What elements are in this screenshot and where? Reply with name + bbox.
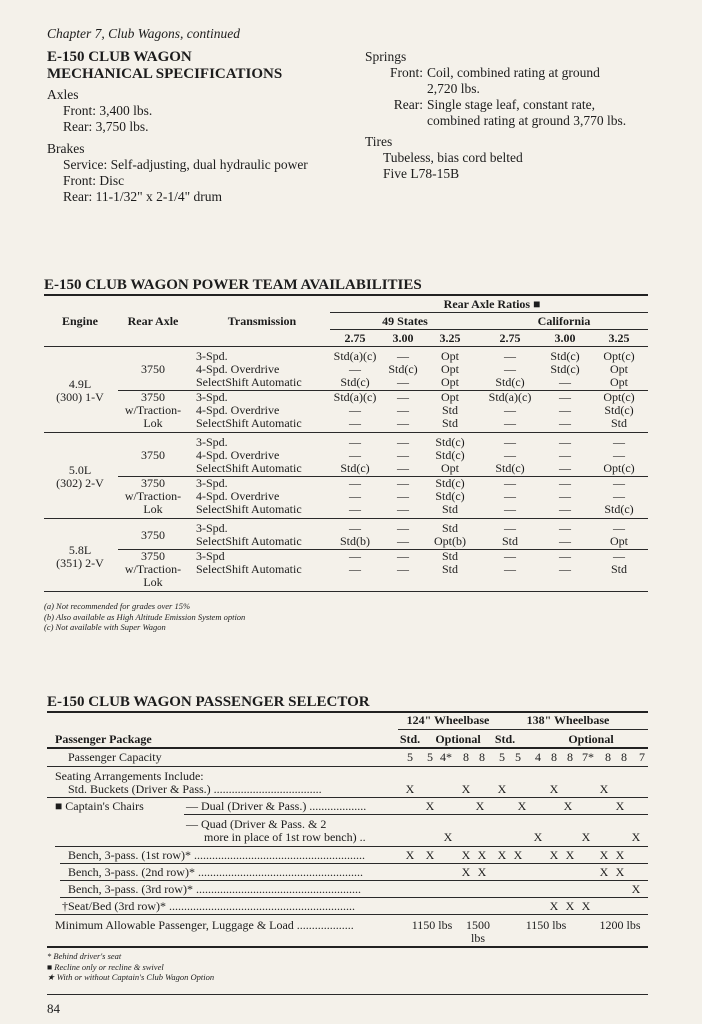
passenger-selector-title: E-150 CLUB WAGON PASSENGER SELECTOR bbox=[47, 694, 370, 710]
transmission-cell: 4-Spd. Overdrive bbox=[196, 489, 280, 503]
std-138: Std. bbox=[494, 732, 516, 746]
availability-cell: — bbox=[349, 416, 361, 430]
passenger-footnote-square: ■ Recline only or recline & swivel bbox=[47, 961, 164, 972]
availability-cell: Opt(c) bbox=[603, 349, 635, 363]
availability-cell: — bbox=[559, 521, 571, 535]
weight-124-opt-unit: lbs bbox=[470, 931, 485, 945]
passenger-footnote-star: * Behind driver's seat bbox=[47, 951, 122, 961]
row-quad-2: more in place of 1st row bench) .. bbox=[204, 830, 366, 844]
availability-cell: Std(c) bbox=[435, 489, 465, 503]
x-mark: X bbox=[461, 848, 471, 862]
rule-bench-1 bbox=[60, 863, 648, 864]
page-number: 84 bbox=[47, 1001, 60, 1016]
power-team-title: E-150 CLUB WAGON POWER TEAM AVAILABILITIES bbox=[44, 277, 422, 293]
row-min-load: Minimum Allowable Passenger, Luggage & Load ................... bbox=[55, 918, 354, 932]
availability-cell: — bbox=[559, 416, 571, 430]
x-mark: X bbox=[631, 882, 641, 896]
weight-124-opt bbox=[462, 919, 494, 945]
passenger-header-rule bbox=[47, 747, 648, 749]
rule-quad bbox=[55, 846, 648, 847]
availability-cell: — bbox=[349, 549, 361, 563]
availability-cell: — bbox=[349, 403, 361, 417]
optional-138: Optional bbox=[568, 732, 614, 746]
x-mark: X bbox=[631, 830, 641, 844]
engine-cell: (351) 2-V bbox=[56, 555, 104, 570]
availability-cell: Std(c) bbox=[550, 362, 580, 376]
wheelbase-124: 124" Wheelbase bbox=[406, 713, 490, 727]
x-mark: X bbox=[563, 799, 573, 813]
x-mark: X bbox=[615, 848, 625, 862]
x-mark: X bbox=[497, 782, 507, 796]
availability-cell: — bbox=[349, 435, 361, 449]
availability-cell: — bbox=[397, 476, 409, 490]
availability-cell: Std(a)(c) bbox=[333, 349, 377, 363]
availability-cell: — bbox=[504, 362, 516, 376]
availability-cell: Std(c) bbox=[435, 448, 465, 462]
brakes-heading: Brakes bbox=[47, 141, 85, 156]
availability-cell: Opt(c) bbox=[603, 390, 635, 404]
x-mark: X bbox=[461, 782, 471, 796]
availability-cell: Std(c) bbox=[340, 375, 370, 389]
availability-cell: — bbox=[349, 521, 361, 535]
availability-cell: Std bbox=[441, 403, 458, 417]
transmission-cell: SelectShift Automatic bbox=[196, 562, 302, 576]
chapter-heading: Chapter 7, Club Wagons, continued bbox=[47, 26, 241, 41]
availability-cell: — bbox=[559, 489, 571, 503]
x-mark: X bbox=[477, 848, 487, 862]
transmission-cell: SelectShift Automatic bbox=[196, 416, 302, 430]
availability-cell: — bbox=[397, 390, 409, 404]
rear-axle-cell: 3750 bbox=[141, 527, 165, 542]
availability-cell: Opt bbox=[441, 349, 459, 363]
springs-front-2: 2,720 lbs. bbox=[427, 81, 480, 96]
availability-cell: — bbox=[397, 489, 409, 503]
capacity-value: 7 bbox=[639, 750, 645, 764]
availability-cell: — bbox=[613, 448, 625, 462]
tires-1: Tubeless, bias cord belted bbox=[383, 150, 523, 165]
availability-cell: — bbox=[504, 403, 516, 417]
x-mark: X bbox=[425, 799, 435, 813]
x-mark: X bbox=[565, 848, 575, 862]
weight-138-opt: 1200 lbs bbox=[599, 918, 641, 932]
col-rear-axle: Rear Axle bbox=[127, 314, 179, 328]
availability-cell: Std(c) bbox=[388, 362, 418, 376]
availability-cell: Std(c) bbox=[435, 435, 465, 449]
transmission-cell: 4-Spd. Overdrive bbox=[196, 403, 280, 417]
x-mark: X bbox=[581, 899, 591, 913]
availability-cell: Std bbox=[441, 416, 458, 430]
ratio-header: 3.00 bbox=[554, 331, 576, 345]
availability-cell: — bbox=[349, 562, 361, 576]
x-mark: X bbox=[599, 782, 609, 796]
rear-axle-cell: Lok bbox=[143, 502, 163, 516]
availability-cell: Std(a)(c) bbox=[333, 390, 377, 404]
x-mark: X bbox=[565, 899, 575, 913]
availability-cell: — bbox=[613, 549, 625, 563]
availability-cell: Std(b) bbox=[340, 534, 370, 548]
x-mark: X bbox=[549, 782, 559, 796]
availability-cell: — bbox=[559, 534, 571, 548]
availability-cell: — bbox=[397, 549, 409, 563]
ratio-header: 3.25 bbox=[439, 331, 461, 345]
availability-cell: Std bbox=[610, 562, 627, 576]
availability-cell: Std(a)(c) bbox=[488, 390, 532, 404]
capacity-value: 5 bbox=[515, 750, 521, 764]
x-mark: X bbox=[477, 865, 487, 879]
rear-axle-cell: 3750 bbox=[141, 390, 165, 404]
rule-bench-2 bbox=[60, 880, 648, 881]
springs-rear-label: Rear: bbox=[393, 97, 423, 112]
axles-heading: Axles bbox=[47, 87, 79, 102]
rear-axle-cell: Lok bbox=[143, 575, 163, 589]
availability-cell: — bbox=[349, 362, 361, 376]
spec-title-line1: E-150 CLUB WAGON bbox=[47, 49, 192, 65]
row-capacity: Passenger Capacity bbox=[68, 750, 162, 764]
availability-cell: Std bbox=[441, 549, 458, 563]
springs-front-1: Coil, combined rating at ground bbox=[427, 65, 600, 80]
spec-title-line2: MECHANICAL SPECIFICATIONS bbox=[47, 66, 283, 82]
rule-bench-3 bbox=[60, 897, 648, 898]
passenger-footnote-blackstar: ★ With or without Captain's Club Wagon Option bbox=[47, 972, 215, 982]
passenger-footnotes bbox=[47, 951, 214, 983]
x-mark: X bbox=[599, 865, 609, 879]
ratio-header: 3.00 bbox=[392, 331, 414, 345]
engine-cell: 5.8L bbox=[68, 542, 92, 557]
capacity-value: 5 bbox=[407, 750, 413, 764]
availability-cell: Opt bbox=[441, 375, 459, 389]
transmission-cell: SelectShift Automatic bbox=[196, 375, 302, 389]
capacity-value: 8 bbox=[479, 750, 485, 764]
rear-axle-cell: Lok bbox=[143, 416, 163, 430]
wheelbase-138: 138" Wheelbase bbox=[526, 713, 610, 727]
availability-cell: — bbox=[397, 461, 409, 475]
availability-cell: — bbox=[613, 435, 625, 449]
availability-cell: — bbox=[504, 549, 516, 563]
tires-2: Five L78-15B bbox=[383, 166, 460, 181]
availability-cell: — bbox=[397, 435, 409, 449]
optional-124: Optional bbox=[435, 732, 481, 746]
availability-cell: Opt(b) bbox=[434, 534, 466, 548]
availability-cell: — bbox=[559, 461, 571, 475]
col-engine: Engine bbox=[61, 314, 98, 328]
x-mark: X bbox=[443, 830, 453, 844]
availability-cell: — bbox=[504, 435, 516, 449]
axle-rear: Rear: 3,750 lbs. bbox=[63, 119, 149, 134]
x-mark: X bbox=[461, 865, 471, 879]
availability-cell: — bbox=[349, 448, 361, 462]
x-mark: X bbox=[425, 848, 435, 862]
power-footnote-a: (a) Not recommended for grades over 15% bbox=[44, 601, 191, 611]
row-dual: — Dual (Driver & Pass.) ................... bbox=[186, 799, 367, 813]
capacity-value: 8 bbox=[463, 750, 469, 764]
x-mark: X bbox=[475, 799, 485, 813]
tires-heading: Tires bbox=[365, 134, 393, 149]
x-mark: X bbox=[497, 848, 507, 862]
header-california: California bbox=[537, 314, 591, 328]
transmission-cell: SelectShift Automatic bbox=[196, 461, 302, 475]
x-mark: X bbox=[549, 848, 559, 862]
availability-cell: Opt bbox=[441, 461, 459, 475]
availability-cell: — bbox=[349, 502, 361, 516]
capacity-value: 8 bbox=[567, 750, 573, 764]
rear-axle-cell: w/Traction- bbox=[124, 489, 182, 503]
transmission-cell: 3-Spd. bbox=[196, 349, 228, 363]
availability-cell: Opt bbox=[610, 375, 628, 389]
availability-cell: — bbox=[559, 502, 571, 516]
capacity-value: 8 bbox=[621, 750, 627, 764]
availability-cell: — bbox=[559, 549, 571, 563]
availability-cell: — bbox=[504, 489, 516, 503]
availability-cell: — bbox=[349, 489, 361, 503]
capacity-value: 8 bbox=[605, 750, 611, 764]
transmission-cell: 3-Spd. bbox=[196, 521, 228, 535]
transmission-cell: SelectShift Automatic bbox=[196, 502, 302, 516]
availability-cell: — bbox=[397, 448, 409, 462]
weight-138-std: 1150 lbs bbox=[525, 918, 567, 932]
availability-cell: — bbox=[559, 403, 571, 417]
springs-rear-2: combined rating at ground 3,770 lbs. bbox=[427, 113, 627, 128]
row-seat-bed: †Seat/Bed (3rd row)* .............................................................. bbox=[62, 899, 355, 913]
availability-cell: Opt bbox=[610, 362, 628, 376]
availability-cell: — bbox=[397, 521, 409, 535]
engine-cell: (302) 2-V bbox=[56, 476, 104, 490]
capacity-value: 5 bbox=[499, 750, 505, 764]
availability-cell: Std(c) bbox=[604, 502, 634, 516]
availability-cell: — bbox=[559, 562, 571, 576]
brake-rear: Rear: 11-1/32" x 2-1/4" drum bbox=[63, 189, 222, 204]
header-49-states: 49 States bbox=[382, 314, 428, 328]
x-mark: X bbox=[405, 848, 415, 862]
availability-cell: — bbox=[397, 403, 409, 417]
rear-axle-cell: 3750 bbox=[141, 448, 165, 462]
availability-cell: Opt bbox=[441, 362, 459, 376]
passenger-bottom-rule bbox=[47, 946, 648, 948]
availability-cell: — bbox=[397, 375, 409, 389]
availability-cell: — bbox=[504, 416, 516, 430]
rear-axle-ratios-header: Rear Axle Ratios ■ bbox=[443, 297, 541, 311]
brake-service: Service: Self-adjusting, dual hydraulic power bbox=[63, 157, 308, 172]
springs-front-label: Front: bbox=[389, 65, 423, 80]
rear-axle-cell: w/Traction- bbox=[124, 562, 182, 576]
availability-cell: — bbox=[504, 502, 516, 516]
row-captains-chairs: ■ Captain's Chairs bbox=[55, 799, 144, 813]
transmission-cell: 3-Spd. bbox=[196, 390, 228, 404]
weight-124-opt-value: 1500 bbox=[466, 918, 490, 932]
row-seating-heading: Seating Arrangements Include: bbox=[55, 769, 204, 783]
ratio-header: 3.25 bbox=[608, 331, 630, 345]
availability-cell: — bbox=[397, 562, 409, 576]
availability-cell: Opt(c) bbox=[603, 461, 635, 475]
rear-axle-cell: 3750 bbox=[141, 476, 165, 490]
availability-cell: — bbox=[349, 476, 361, 490]
availability-cell: — bbox=[559, 448, 571, 462]
rear-axle-cell: 3750 bbox=[141, 362, 165, 376]
availability-cell: — bbox=[613, 489, 625, 503]
col-transmission: Transmission bbox=[227, 314, 297, 328]
transmission-cell: 4-Spd. Overdrive bbox=[196, 448, 280, 462]
availability-cell: Std(c) bbox=[550, 349, 580, 363]
row-bench-3: Bench, 3-pass. (3rd row)* ....................................................... bbox=[68, 882, 361, 896]
ratio-header: 2.75 bbox=[499, 331, 521, 345]
row-bench-1: Bench, 3-pass. (1st row)* ......................................................... bbox=[68, 848, 365, 862]
availability-cell: Std(c) bbox=[495, 375, 525, 389]
rule-capacity bbox=[47, 766, 648, 767]
availability-cell: — bbox=[504, 476, 516, 490]
availability-cell: — bbox=[504, 562, 516, 576]
engine-cell: (300) 1-V bbox=[56, 390, 104, 404]
availability-cell: Std(c) bbox=[340, 461, 370, 475]
availability-cell: — bbox=[504, 521, 516, 535]
availability-cell: Std bbox=[441, 521, 458, 535]
power-footnote-c: (c) Not available with Super Wagon bbox=[44, 622, 166, 632]
x-mark: X bbox=[615, 799, 625, 813]
ratio-header: 2.75 bbox=[344, 331, 366, 345]
x-mark: X bbox=[599, 848, 609, 862]
passenger-package-label: Passenger Package bbox=[55, 732, 152, 746]
availability-cell: — bbox=[559, 476, 571, 490]
axle-front: Front: 3,400 lbs. bbox=[63, 103, 153, 118]
capacity-value: 7* bbox=[582, 750, 594, 764]
transmission-cell: 3-Spd bbox=[196, 549, 225, 563]
rear-axle-cell: w/Traction- bbox=[124, 403, 182, 417]
page-bottom-rule bbox=[47, 994, 648, 995]
power-footnote-b: (b) Also available as High Altitude Emission System option bbox=[44, 611, 246, 622]
engine-cell: 5.0L bbox=[68, 463, 92, 477]
rule-seat-bed bbox=[55, 914, 648, 915]
transmission-cell: SelectShift Automatic bbox=[196, 534, 302, 548]
rule-dual bbox=[184, 814, 648, 815]
availability-cell: — bbox=[613, 476, 625, 490]
brake-front: Front: Disc bbox=[63, 173, 125, 188]
availability-cell: — bbox=[397, 416, 409, 430]
availability-cell: — bbox=[504, 448, 516, 462]
rule-buckets bbox=[47, 797, 648, 798]
weight-124-std: 1150 lbs bbox=[411, 918, 453, 932]
availability-cell: Opt bbox=[441, 390, 459, 404]
availability-cell: — bbox=[397, 534, 409, 548]
capacity-value: 4 bbox=[535, 750, 541, 764]
availability-cell: Opt bbox=[610, 534, 628, 548]
capacity-value: 8 bbox=[551, 750, 557, 764]
transmission-cell: 4-Spd. Overdrive bbox=[196, 362, 280, 376]
x-mark: X bbox=[405, 782, 415, 796]
capacity-value: 5 bbox=[427, 750, 433, 764]
availability-cell: — bbox=[613, 521, 625, 535]
availability-cell: Std(c) bbox=[495, 461, 525, 475]
rear-axle-cell: 3750 bbox=[141, 549, 165, 563]
availability-cell: — bbox=[559, 390, 571, 404]
x-mark: X bbox=[517, 799, 527, 813]
availability-cell: — bbox=[559, 435, 571, 449]
engine-cell: 4.9L bbox=[68, 377, 92, 391]
row-quad-1: — Quad (Driver & Pass. & 2 bbox=[186, 817, 327, 831]
row-bench-2: Bench, 3-pass. (2nd row)* ....................................................... bbox=[68, 865, 363, 879]
availability-cell: Std(c) bbox=[435, 476, 465, 490]
availability-cell: — bbox=[559, 375, 571, 389]
transmission-cell: 3-Spd. bbox=[196, 435, 228, 449]
row-std-buckets: Std. Buckets (Driver & Pass.) .................................... bbox=[68, 782, 322, 796]
x-mark: X bbox=[513, 848, 523, 862]
availability-cell: — bbox=[397, 502, 409, 516]
x-mark: X bbox=[581, 830, 591, 844]
availability-cell: — bbox=[504, 349, 516, 363]
availability-cell: Std bbox=[441, 502, 458, 516]
transmission-cell: 3-Spd. bbox=[196, 476, 228, 490]
availability-cell: Std bbox=[501, 534, 518, 548]
availability-cell: Std bbox=[441, 562, 458, 576]
springs-heading: Springs bbox=[365, 49, 407, 64]
capacity-value: 4* bbox=[440, 750, 452, 764]
x-mark: X bbox=[615, 865, 625, 879]
availability-cell: Std(c) bbox=[604, 403, 634, 417]
availability-cell: — bbox=[397, 349, 409, 363]
wheelbase-rule bbox=[398, 729, 648, 730]
springs-rear-1: Single stage leaf, constant rate, bbox=[427, 97, 595, 112]
availability-cell: Std bbox=[610, 416, 627, 430]
x-mark: X bbox=[549, 899, 559, 913]
x-mark: X bbox=[533, 830, 543, 844]
std-124: Std. bbox=[399, 732, 421, 746]
